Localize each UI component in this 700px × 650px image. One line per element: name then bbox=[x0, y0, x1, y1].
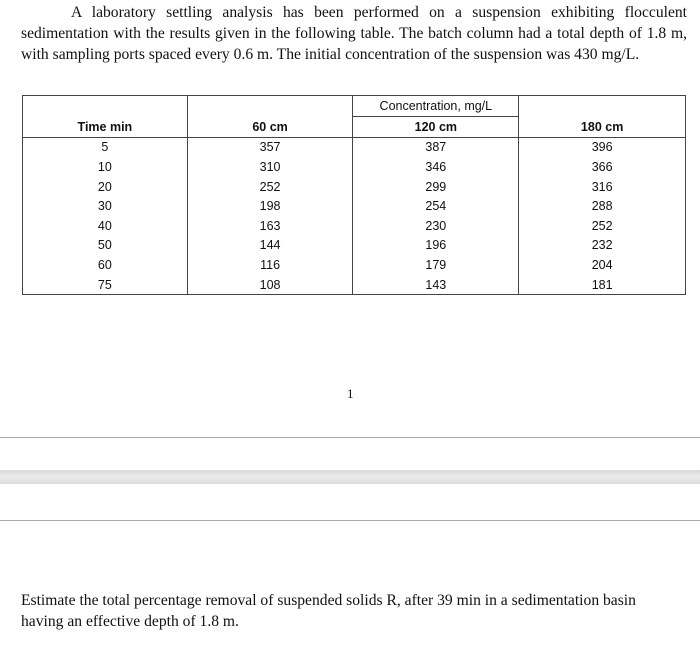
page-divider bbox=[0, 520, 700, 521]
page-divider bbox=[0, 437, 700, 438]
table-cell: 144 bbox=[187, 236, 353, 256]
col-header-60cm: 60 cm bbox=[187, 117, 353, 138]
table-row bbox=[23, 255, 686, 275]
table-row bbox=[23, 216, 686, 236]
table-cell: 40 bbox=[23, 216, 188, 236]
table-cell: 230 bbox=[353, 216, 519, 236]
table-cell: 30 bbox=[23, 196, 188, 216]
table-cell: 252 bbox=[187, 177, 353, 197]
page-gap-band bbox=[0, 470, 700, 484]
table-cell: 288 bbox=[519, 196, 686, 216]
table-cell: 316 bbox=[519, 177, 686, 197]
table-cell: 143 bbox=[353, 275, 519, 295]
problem-statement: A laboratory settling analysis has been performed on a suspension exhibiting flocculent sedimentation with the results given in the following table. The batch column had a total depth of 1.8 m, with sampling ports spaced every 0.6 m. The initial concentration of the suspension was 430 mg/L. bbox=[21, 4, 687, 63]
table-cell: 75 bbox=[23, 275, 188, 295]
col-header-180cm: 180 cm bbox=[519, 117, 686, 138]
table-cell: 20 bbox=[23, 177, 188, 197]
table-cell: 387 bbox=[353, 137, 519, 157]
table-row bbox=[23, 236, 686, 256]
table-cell: 254 bbox=[353, 196, 519, 216]
table-cell: 5 bbox=[23, 137, 188, 157]
table-cell: 310 bbox=[187, 157, 353, 177]
table-column-header-row bbox=[23, 117, 686, 138]
table-row bbox=[23, 177, 686, 197]
table-cell: 50 bbox=[23, 236, 188, 256]
table-cell: 366 bbox=[519, 157, 686, 177]
table-cell: 181 bbox=[519, 275, 686, 295]
table-cell: 163 bbox=[187, 216, 353, 236]
table-cell: 108 bbox=[187, 275, 353, 295]
table-cell: 116 bbox=[187, 255, 353, 275]
table-cell: 396 bbox=[519, 137, 686, 157]
settling-data-table bbox=[22, 95, 686, 295]
table-cell: 252 bbox=[519, 216, 686, 236]
page-number: 1 bbox=[347, 386, 354, 401]
table-cell: 299 bbox=[353, 177, 519, 197]
concentration-header: Concentration, mg/L bbox=[353, 96, 519, 117]
table-cell: 198 bbox=[187, 196, 353, 216]
question-text: Estimate the total percentage removal of suspended solids R, after 39 min in a sedimentation basin having an effective depth of 1.8 m. bbox=[21, 592, 636, 630]
table-cell: 196 bbox=[353, 236, 519, 256]
table-cell: 232 bbox=[519, 236, 686, 256]
table-row bbox=[23, 275, 686, 295]
table-row bbox=[23, 137, 686, 157]
table-row bbox=[23, 157, 686, 177]
table-cell: 346 bbox=[353, 157, 519, 177]
table-cell: 357 bbox=[187, 137, 353, 157]
table-cell: 204 bbox=[519, 255, 686, 275]
table-group-header-row bbox=[23, 96, 686, 117]
col-header-time: Time min bbox=[23, 117, 188, 138]
col-header-120cm: 120 cm bbox=[353, 117, 519, 138]
table-cell: 60 bbox=[23, 255, 188, 275]
table-cell: 179 bbox=[353, 255, 519, 275]
table-cell: 10 bbox=[23, 157, 188, 177]
table-row bbox=[23, 196, 686, 216]
